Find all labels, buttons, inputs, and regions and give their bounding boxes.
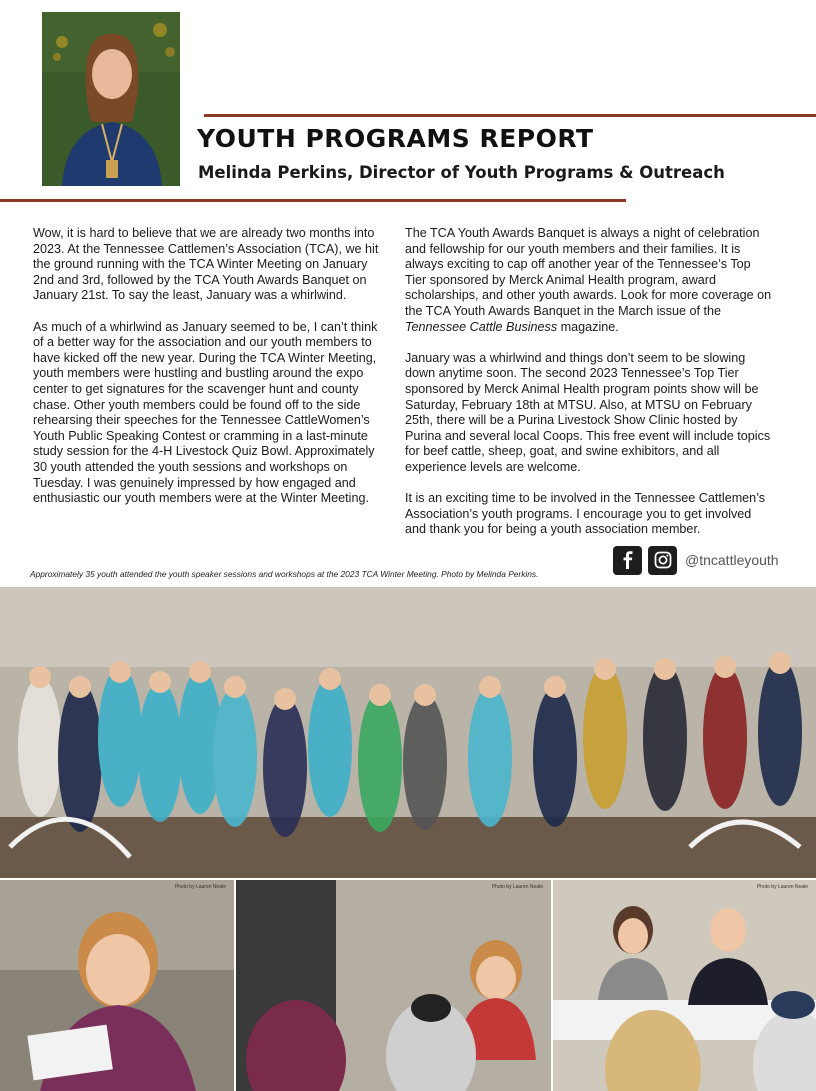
- paragraph-text: The TCA Youth Awards Banquet is always a night of celebration and fellowship for our youth members and their families. It is always exciting to cap off another year of the Tennessee’s Top Tier sponsored by Merck Animal Health program, award scholarships, and other youth awards. Look for more coverage on the TCA Youth Awards Banquet in the March issue of the: [405, 226, 772, 318]
- article-right-column: [405, 226, 775, 553]
- speaker-photo-2: [236, 880, 551, 1091]
- social-handle: @tncattleyouth: [685, 552, 779, 568]
- article-left-column: [33, 226, 381, 522]
- article-paragraph: [405, 226, 775, 335]
- photo-credit: Photo by Lauren Neale: [756, 884, 808, 890]
- photo-credit: Photo by Lauren Neale: [174, 884, 226, 890]
- facebook-icon[interactable]: [613, 546, 642, 575]
- speaker-photo-1: [0, 880, 234, 1091]
- magazine-title: Tennessee Cattle Business: [405, 319, 558, 334]
- group-photo: [0, 587, 816, 878]
- article-paragraph: Wow, it is hard to believe that we are already two months into 2023. At the Tennessee Cattlemen’s Association (TCA), we hit the ground running with the TCA Winter Meeting on January 2nd and 3rd, followed by the TCA Youth Awards Banquet on January 21st. To say the least, January was a whirlwind.: [33, 226, 379, 303]
- photo-caption: Approximately 35 youth attended the youth speaker sessions and workshops at the 2023 TCA Winter Meeting. Photo by Melinda Perkins.: [30, 569, 539, 579]
- speaker-photo-3: [553, 880, 816, 1091]
- portrait-photo: [42, 12, 180, 186]
- instagram-icon[interactable]: [648, 546, 677, 575]
- paragraph-text: magazine.: [557, 319, 619, 334]
- social-links: [613, 545, 779, 575]
- header-rule-top: [204, 114, 816, 117]
- page-subtitle: Melinda Perkins, Director of Youth Programs & Outreach: [198, 163, 725, 182]
- header-rule-bottom: [0, 199, 626, 202]
- article-paragraph: It is an exciting time to be involved in the Tennessee Cattlemen’s Association’s youth programs. I encourage you to get involved and thank you for being a youth association member.: [405, 491, 766, 537]
- article-paragraph: As much of a whirlwind as January seemed to be, I can’t think of a better way for the association and our youth members to have kicked off the new year. During the TCA Winter Meeting, youth members were hustling and bustling around the expo center to get signatures for the scavenger hunt and county chase. Other youth members could be found off to the side rehearsing their speeches for the Tennessee CattleWomen’s Youth Public Speaking Contest or cramming in a last-minute study session for the 4-H Livestock Quiz Bowl. Approximately 30 youth attended the youth sessions and workshops on Tuesday. I was genuinely impressed by how engaged and enthusiastic our youth members were at the Winter Meeting.: [33, 319, 378, 506]
- page-title: YOUTH PROGRAMS REPORT: [197, 124, 594, 153]
- article-paragraph: January was a whirlwind and things don’t seem to be slowing down anytime soon. The second 2023 Tennessee’s Top Tier sponsored by Merck Animal Health program points show will be Saturday, February 18th at MTSU. Also, at MTSU on February 25th, there will be a Purina Livestock Show Clinic hosted by Purina and several local Coops. This free event will include topics for beef cattle, sheep, goat, and swine exhibitors, and all experience levels are welcome.: [405, 350, 771, 474]
- photo-credit: Photo by Lauren Neale: [491, 884, 543, 890]
